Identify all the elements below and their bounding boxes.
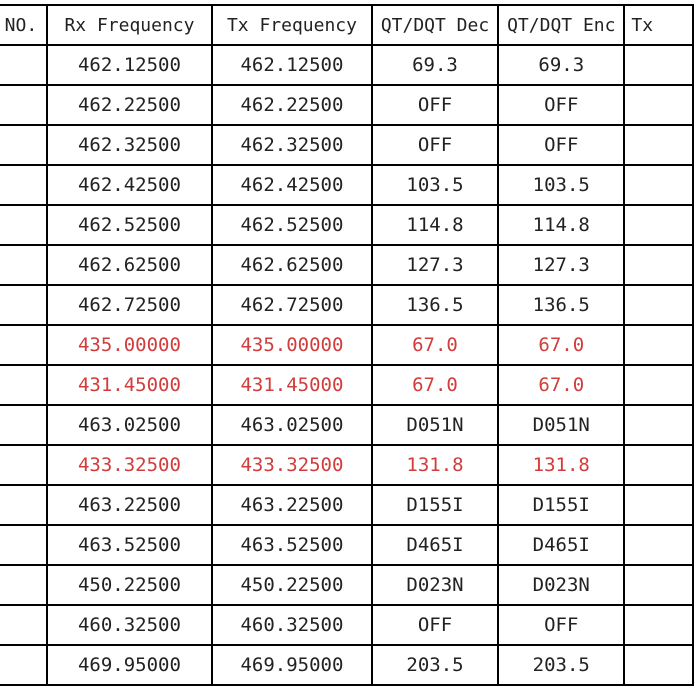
cell-tx-cut xyxy=(624,485,693,525)
cell-qt-dqt-enc: D155I xyxy=(498,485,624,525)
cell-tx-frequency: 463.22500 xyxy=(212,485,372,525)
cell-tx-frequency: 462.12500 xyxy=(212,45,372,85)
cell-qt-dqt-dec: 131.8 xyxy=(372,445,498,485)
cell-qt-dqt-dec: 127.3 xyxy=(372,245,498,285)
cell-tx-frequency: 462.62500 xyxy=(212,245,372,285)
cell-tx-cut xyxy=(624,445,693,485)
cell-rx-frequency: 463.52500 xyxy=(47,525,212,565)
cell-tx-frequency: 433.32500 xyxy=(212,445,372,485)
table-row xyxy=(0,365,693,405)
cell-qt-dqt-dec: D023N xyxy=(372,565,498,605)
cell-no xyxy=(0,365,47,405)
cell-rx-frequency: 469.95000 xyxy=(47,645,212,685)
cell-qt-dqt-enc: D465I xyxy=(498,525,624,565)
cell-qt-dqt-dec: D155I xyxy=(372,485,498,525)
cell-qt-dqt-dec: 114.8 xyxy=(372,205,498,245)
cell-qt-dqt-dec: 69.3 xyxy=(372,45,498,85)
cell-qt-dqt-dec: 103.5 xyxy=(372,165,498,205)
cell-no xyxy=(0,405,47,445)
table-row xyxy=(0,485,693,525)
cell-rx-frequency: 450.22500 xyxy=(47,565,212,605)
cell-qt-dqt-enc: 69.3 xyxy=(498,45,624,85)
header-rx-frequency: Rx Frequency xyxy=(47,5,212,45)
cell-rx-frequency: 433.32500 xyxy=(47,445,212,485)
cell-tx-frequency: 462.32500 xyxy=(212,125,372,165)
cell-tx-frequency: 462.52500 xyxy=(212,205,372,245)
cell-no xyxy=(0,325,47,365)
cell-rx-frequency: 435.00000 xyxy=(47,325,212,365)
table-row xyxy=(0,525,693,565)
cell-no xyxy=(0,605,47,645)
cell-qt-dqt-enc: 103.5 xyxy=(498,165,624,205)
cell-rx-frequency: 462.32500 xyxy=(47,125,212,165)
cell-qt-dqt-dec: D051N xyxy=(372,405,498,445)
cell-qt-dqt-dec: OFF xyxy=(372,85,498,125)
cell-no xyxy=(0,285,47,325)
cell-no xyxy=(0,245,47,285)
table-row xyxy=(0,645,693,685)
cell-no xyxy=(0,645,47,685)
channel-table xyxy=(0,4,694,686)
cell-tx-frequency: 462.22500 xyxy=(212,85,372,125)
table-row xyxy=(0,445,693,485)
cell-qt-dqt-enc: 67.0 xyxy=(498,325,624,365)
cell-qt-dqt-enc: 131.8 xyxy=(498,445,624,485)
cell-qt-dqt-dec: 67.0 xyxy=(372,325,498,365)
cell-tx-cut xyxy=(624,525,693,565)
cell-rx-frequency: 431.45000 xyxy=(47,365,212,405)
cell-qt-dqt-dec: OFF xyxy=(372,605,498,645)
header-tx-frequency: Tx Frequency xyxy=(212,5,372,45)
cell-qt-dqt-enc: 203.5 xyxy=(498,645,624,685)
cell-tx-frequency: 463.52500 xyxy=(212,525,372,565)
table-row xyxy=(0,285,693,325)
cell-tx-frequency: 462.42500 xyxy=(212,165,372,205)
cell-rx-frequency: 463.02500 xyxy=(47,405,212,445)
cell-tx-frequency: 460.32500 xyxy=(212,605,372,645)
cell-qt-dqt-enc: 127.3 xyxy=(498,245,624,285)
cell-qt-dqt-enc: 67.0 xyxy=(498,365,624,405)
cell-rx-frequency: 462.72500 xyxy=(47,285,212,325)
cell-qt-dqt-enc: D023N xyxy=(498,565,624,605)
cell-no xyxy=(0,45,47,85)
cell-rx-frequency: 462.62500 xyxy=(47,245,212,285)
cell-tx-frequency: 450.22500 xyxy=(212,565,372,605)
cell-qt-dqt-enc: D051N xyxy=(498,405,624,445)
table-row xyxy=(0,125,693,165)
cell-no xyxy=(0,525,47,565)
cell-no xyxy=(0,445,47,485)
cell-qt-dqt-dec: OFF xyxy=(372,125,498,165)
cell-rx-frequency: 462.12500 xyxy=(47,45,212,85)
table-row xyxy=(0,605,693,645)
table-row xyxy=(0,565,693,605)
cell-no xyxy=(0,165,47,205)
cell-tx-frequency: 469.95000 xyxy=(212,645,372,685)
cell-tx-cut xyxy=(624,565,693,605)
table-row xyxy=(0,205,693,245)
header-qt-dqt-dec: QT/DQT Dec xyxy=(372,5,498,45)
cell-qt-dqt-enc: OFF xyxy=(498,85,624,125)
cell-no xyxy=(0,485,47,525)
cell-rx-frequency: 460.32500 xyxy=(47,605,212,645)
cell-tx-cut xyxy=(624,165,693,205)
table-row xyxy=(0,405,693,445)
cell-tx-frequency: 435.00000 xyxy=(212,325,372,365)
table-row xyxy=(0,85,693,125)
cell-qt-dqt-enc: 114.8 xyxy=(498,205,624,245)
header-no: NO. xyxy=(0,5,47,45)
cell-no xyxy=(0,85,47,125)
header-tx-cut: Tx xyxy=(624,5,693,45)
cell-tx-cut xyxy=(624,605,693,645)
cell-tx-cut xyxy=(624,365,693,405)
cell-tx-frequency: 462.72500 xyxy=(212,285,372,325)
cell-rx-frequency: 462.52500 xyxy=(47,205,212,245)
cell-rx-frequency: 462.22500 xyxy=(47,85,212,125)
cell-qt-dqt-enc: OFF xyxy=(498,125,624,165)
cell-tx-cut xyxy=(624,325,693,365)
cell-rx-frequency: 463.22500 xyxy=(47,485,212,525)
table-row xyxy=(0,325,693,365)
cell-qt-dqt-dec: 136.5 xyxy=(372,285,498,325)
table-row xyxy=(0,245,693,285)
cell-tx-frequency: 463.02500 xyxy=(212,405,372,445)
cell-tx-cut xyxy=(624,285,693,325)
cell-tx-cut xyxy=(624,45,693,85)
cell-qt-dqt-enc: OFF xyxy=(498,605,624,645)
cell-tx-cut xyxy=(624,245,693,285)
table-row xyxy=(0,45,693,85)
cell-qt-dqt-dec: 203.5 xyxy=(372,645,498,685)
cell-tx-frequency: 431.45000 xyxy=(212,365,372,405)
cell-no xyxy=(0,125,47,165)
cell-rx-frequency: 462.42500 xyxy=(47,165,212,205)
cell-tx-cut xyxy=(624,205,693,245)
cell-tx-cut xyxy=(624,405,693,445)
cell-qt-dqt-dec: D465I xyxy=(372,525,498,565)
cell-qt-dqt-enc: 136.5 xyxy=(498,285,624,325)
table-row xyxy=(0,165,693,205)
cell-tx-cut xyxy=(624,645,693,685)
header-row xyxy=(0,5,693,45)
cell-tx-cut xyxy=(624,125,693,165)
cell-no xyxy=(0,205,47,245)
table-body xyxy=(0,45,693,685)
header-qt-dqt-enc: QT/DQT Enc xyxy=(498,5,624,45)
cell-tx-cut xyxy=(624,85,693,125)
cell-no xyxy=(0,565,47,605)
cell-qt-dqt-dec: 67.0 xyxy=(372,365,498,405)
